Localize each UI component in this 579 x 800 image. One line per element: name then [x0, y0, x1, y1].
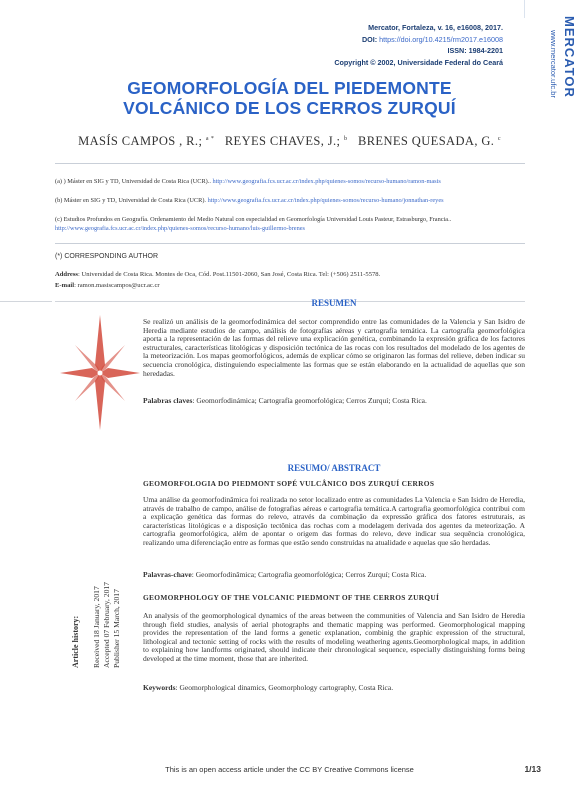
corresponding-divider-left	[0, 301, 52, 302]
address-text: : Universidad de Costa Rica. Montes de Oca, Cód. Post.11501-2060, San José, Costa Rica. Tel: (+506) 2511-5578.	[77, 271, 381, 278]
doi-label: DOI:	[361, 34, 378, 44]
author-list	[0, 134, 579, 149]
resumen-keywords-text: : Geomorfodinámica; Cartografía geomorfológica; Cerros Zurquí; Costa Rica.	[192, 396, 427, 405]
address-line	[55, 269, 525, 280]
mercator-url: www.mercator.ufc.br	[549, 30, 558, 98]
journal-header	[334, 22, 503, 68]
affiliation-a-tag: (a)	[55, 178, 62, 185]
affiliation-a-text: ) Máster en SIG y TD, Universidad de Costa Rica (UCR)..	[63, 178, 211, 185]
affiliation-b	[55, 197, 515, 206]
resumo-body: Uma análise da geomorfodinâmica foi realizada no setor localizado entre as comunidades La Valencia e San Isidro de Heredia, através de trabalho de campo, análise de fotografias aéreas e cartografia temática.A cartografia geomorfológica contribui com a explicação genética das formas do relevo, através da combinação da expressão gráfica dos fatores estruturais, as características litológicas e a disposição tectônica das rochas com a modelagem derivada dos agentes da meteorização. A cartografia geomorfológica, além de apontar o origem das formas do relevo, deve indicar sua sequência cronológica, realizando uma diferenciação entre as formas que estão sendo construídas na atualidade e aquelas que são herdadas.	[143, 495, 525, 547]
compass-star-decoration	[60, 315, 140, 430]
author-3: BRENES QUESADA, G.	[357, 134, 495, 148]
affiliation-c-link[interactable]: http://www.geografia.fcs.ucr.ac.cr/index.php/quienes-somos/recurso-humano/luis-guillermo-brenes	[55, 224, 305, 232]
abstract-body: An analysis of the geomorphological dynamics of the areas between the communities of Valencia and San Isidro de Heredia through field studies, analysis of aerial photographs and thematic mapping was performed. Geomorphological mapping provides the representation of the land forms a genetic explanation, combinig the graphic expression of the structural, lithological and tectonic setting of rocks with the results of modeling weathering agents.Geomorphological maps, in addition to explaining how landforms originated, should indicate their chronological sequence, especially distinguishing forms being developed at the time moment, those that are inherited.	[143, 611, 525, 663]
page-number: 1/13	[524, 764, 541, 774]
history-received: Received 18 January, 2017	[92, 586, 101, 668]
author-2: REYES CHAVES, J.;	[224, 134, 341, 148]
affiliation-b-tag: (b)	[55, 197, 63, 204]
history-heading: Article history:	[71, 615, 80, 668]
author-1-sup: a *	[205, 135, 215, 142]
article-title	[0, 78, 579, 118]
authors-divider	[55, 163, 525, 164]
affiliation-c	[55, 216, 515, 234]
resumen-heading: RESUMEN	[311, 298, 357, 308]
title-line-1: GEOMORFOLOGÍA DEL PIEDEMONTE	[127, 78, 452, 98]
license-footer: This is an open access article under the CC BY Creative Commons license	[165, 765, 414, 774]
doi-line	[334, 34, 503, 46]
issn: ISSN: 1984-2201	[447, 46, 503, 55]
affiliation-c-tag: (c)	[55, 216, 62, 223]
email-label: E-mail	[55, 282, 75, 289]
history-accepted: Accepted 07 February, 2017	[102, 582, 111, 668]
journal-citation: Mercator, Fortaleza, v. 16, e16008, 2017.	[368, 23, 503, 32]
abstract-keywords-text: : Geomorphological dinamics, Geomorphology cartography, Costa Rica.	[175, 683, 394, 692]
article-history	[58, 540, 138, 670]
corresponding-author-details	[55, 269, 525, 291]
affiliation-c-text: Estudios Profundos en Geografía. Ordenamiento del Medio Natural con especialidad en Geomorfología Universidad Louis Pasteur, Estrasburgo, Francia..	[63, 216, 452, 223]
resumo-abstract-heading: RESUMO/ ABSTRACT	[287, 463, 381, 473]
resumo-keywords-label: Palavras-chave	[143, 570, 192, 579]
mercator-logo-text: MERCATOR	[562, 16, 577, 98]
abstract-subheading: GEOMORPHOLOGY OF THE VOLCANIC PIEDMONT OF THE CERROS ZURQUÍ	[143, 593, 440, 602]
doi-link[interactable]: https://doi.org/10.4215/rm2017.e16008	[379, 34, 503, 44]
author-2-sup: b	[343, 135, 348, 142]
affiliation-a-link[interactable]: http://www.geografia.fcs.ucr.ac.cr/index.php/quienes-somos/recurso-humano/ramon-masis	[212, 178, 441, 185]
resumen-keywords	[143, 396, 525, 405]
abstract-keywords	[143, 683, 525, 692]
resumo-keywords	[143, 570, 525, 579]
author-1: MASÍS CAMPOS , R.;	[78, 134, 203, 148]
resumen-body: Se realizó un análisis de la geomorfodinámica del sector comprendido entre las comunidades de la Valencia y San Isidro de Heredia mediante estudios de campo, análisis de fotografías aéreas y cartografía temática. La cartografía geomorfológica aporta a la representación de las formas del relieve una explicación genética, combinando la expresión gráfica de los factores estructurales, características litológicas y disposición tectónica de las rocas con los resultados del modelado de los agentes de la meteorización. Los mapas geomorfológicos, además de explicar cómo se originaron las formas del relieve, deben indicar su secuencia cronológica, distinguiendo especialmente las formas que se están elaborando en la actualidad de aquellas que son heredadas.	[143, 317, 525, 378]
abstract-keywords-label: Keywords	[143, 683, 176, 692]
title-line-2: VOLCÁNICO DE LOS CERROS ZURQUÍ	[123, 98, 456, 118]
affiliations-divider	[55, 243, 525, 244]
affiliation-b-text: Máster en SIG y TD, Universidad de Costa Rica (UCR).	[63, 197, 206, 204]
top-divider	[524, 0, 525, 18]
resumo-keywords-text: : Geomorfodinâmica; Cartografia geomorfológica; Cerros Zurquí; Costa Rica.	[191, 570, 427, 579]
resumen-keywords-label: Palabras claves	[143, 396, 193, 405]
author-3-sup: c	[497, 135, 501, 142]
resumo-subheading: GEOMORFOLOGIA DO PIEDMONT SOPÉ VULCÂNICO DOS ZURQUÍ CERROS	[143, 479, 435, 488]
email-line	[55, 280, 525, 291]
history-published: Publisher 15 March, 2017	[112, 589, 121, 668]
affiliation-b-link[interactable]: http://www.geografia.fcs.ucr.ac.cr/index.php/quienes-somos/recurso-humano/jonnathan-reyes	[207, 197, 444, 204]
corresponding-author-heading: (*) CORRESPONDING AUTHOR	[55, 253, 159, 260]
copyright: Copyright © 2002, Universidade Federal do Ceará	[334, 57, 503, 67]
affiliation-a	[55, 178, 515, 187]
email-text[interactable]: : ramon.masiscampos@ucr.ac.cr	[74, 282, 160, 289]
address-label: Address	[55, 271, 78, 278]
